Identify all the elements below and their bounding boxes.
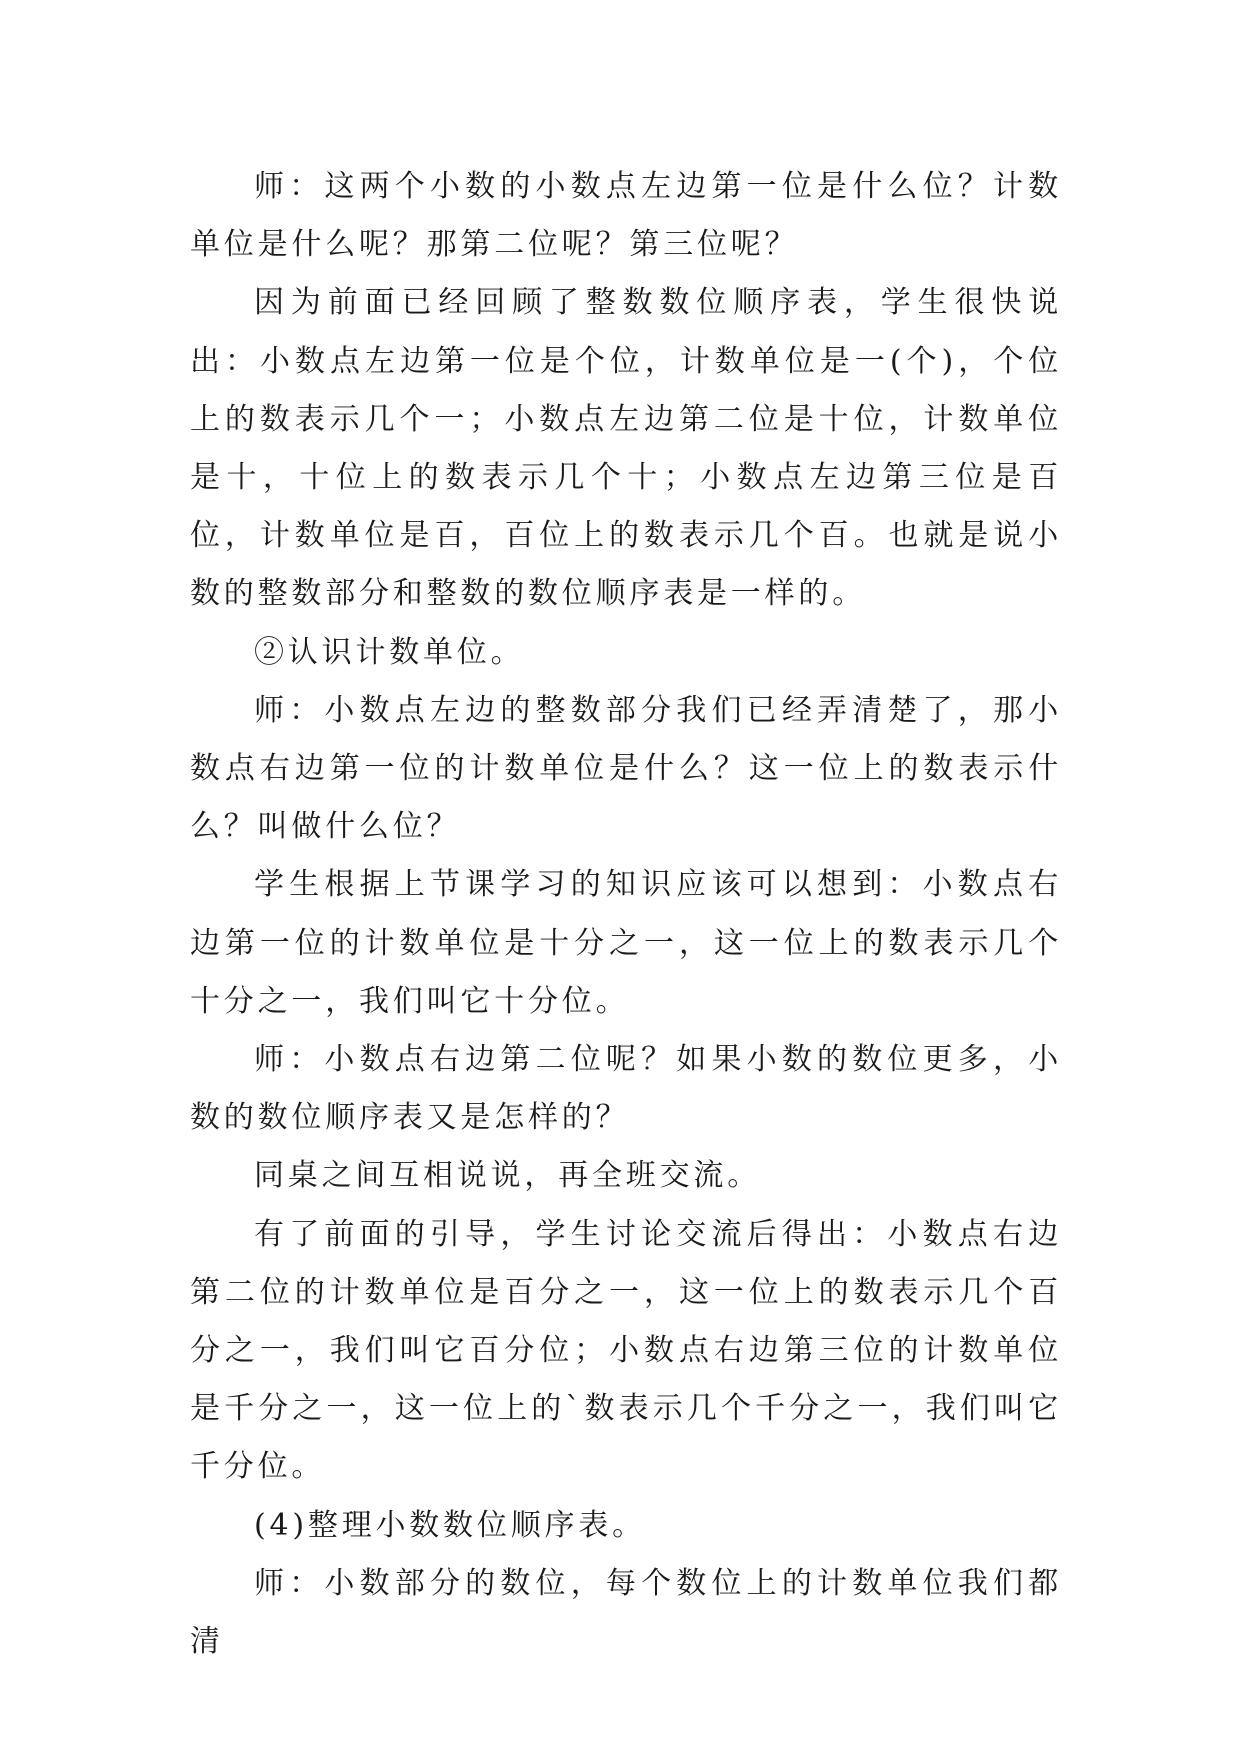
- paragraph-subheading-units: ②认识计数单位。: [254, 634, 525, 670]
- paragraph-teacher-question-4: 师：小数部分的数位，每个数位上的计数单位我们都清: [190, 1565, 1062, 1660]
- paragraph-subheading-table: (4)整理小数数位顺序表。: [254, 1507, 646, 1543]
- document-body: [190, 158, 1062, 1671]
- paragraph-teacher-question-3: 师：小数点右边第二位呢？如果小数的数位更多，小数的数位顺序表又是怎样的？: [190, 1042, 1062, 1136]
- paragraph-integer-places: 因为前面已经回顾了整数数位顺序表，学生很快说出：小数点左边第一位是个位，计数单位是一(个)，个位上的数表示几个一；小数点左边第二位是十位，计数单位是十，十位上的数表示几个十；小数点左边第三位是百位，计数单位是百，百位上的数表示几个百。也就是说小数的整数部分和整数的数位顺序表是一样的。: [190, 285, 1062, 612]
- paragraph-teacher-question-2: 师：小数点左边的整数部分我们已经弄清楚了，那小数点右边第一位的计数单位是什么？这一位上的数表示什么？叫做什么位？: [190, 692, 1062, 845]
- paragraph-teacher-question-1: 师：这两个小数的小数点左边第一位是什么位？计数单位是什么呢？那第二位呢？第三位呢？: [190, 169, 1062, 263]
- paragraph-discussion: 同桌之间互相说说，再全班交流。: [254, 1158, 761, 1194]
- paragraph-hundredths-thousandths: 有了前面的引导，学生讨论交流后得出：小数点右边第二位的计数单位是百分之一，这一位上的数表示几个百分之一，我们叫它百分位；小数点右边第三位的计数单位是千分之一，这一位上的`数表示几个千分之一，我们叫它千分位。: [190, 1216, 1062, 1485]
- paragraph-tenths: 学生根据上节课学习的知识应该可以想到：小数点右边第一位的计数单位是十分之一，这一位上的数表示几个十分之一，我们叫它十分位。: [190, 867, 1062, 1019]
